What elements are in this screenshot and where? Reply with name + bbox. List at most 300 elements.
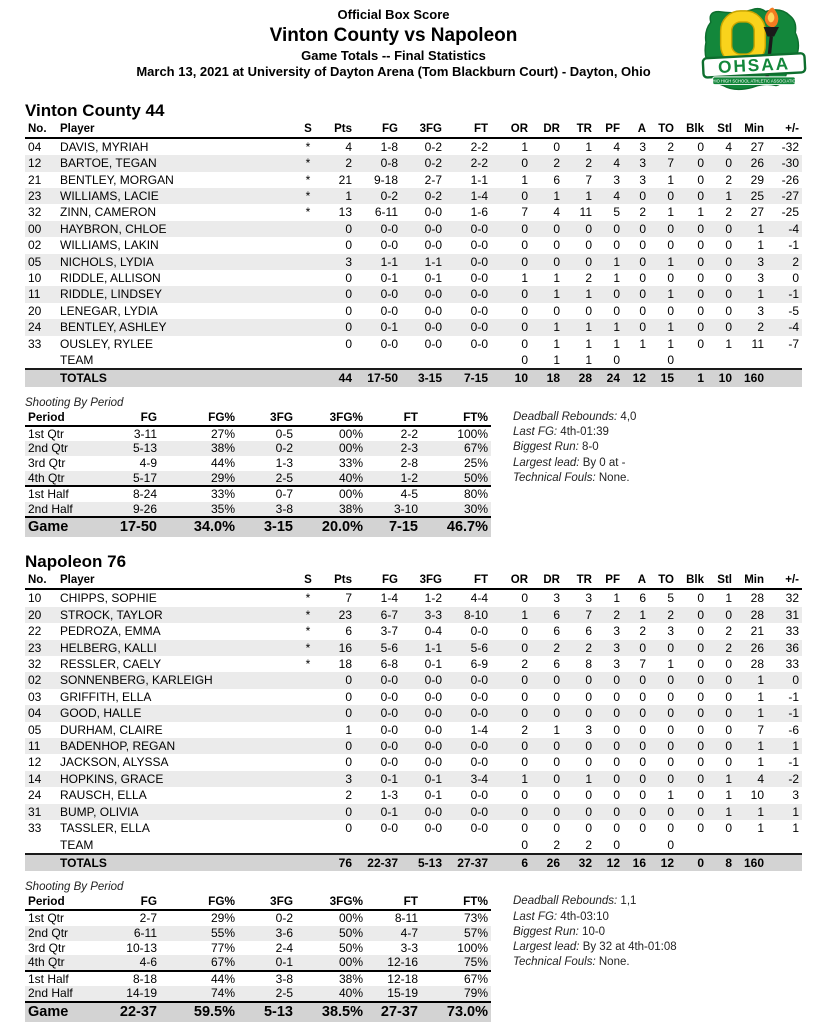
jersey-number: 14 [28, 771, 42, 786]
stat-value: 0 [639, 788, 646, 803]
stat-value: 7-15 [463, 371, 488, 386]
column-header: Period [25, 894, 105, 910]
stat-value: 4 [553, 205, 560, 220]
period-value: 17-50 [119, 519, 157, 536]
note-line [513, 910, 677, 925]
stat-value: 1 [667, 336, 674, 351]
column-header: 3FG% [296, 894, 366, 910]
stat-value: 0 [725, 221, 732, 236]
stat-value: * [305, 205, 311, 220]
stat-header-row [25, 574, 802, 589]
stat-value: 0 [553, 706, 560, 721]
stat-value: 0 [521, 673, 528, 688]
period-value: 00% [338, 911, 363, 926]
stat-value: 0-0 [424, 689, 442, 704]
stat-value: 0 [697, 657, 704, 672]
shooting-by-period-table [25, 894, 491, 1022]
period-row [25, 986, 491, 1002]
player-row [25, 188, 802, 204]
stat-value: 3-4 [470, 771, 488, 786]
stat-value: 0-0 [470, 303, 488, 318]
note-value: None. [598, 471, 630, 484]
period-value: 6-11 [133, 925, 157, 940]
stat-value: 25 [750, 188, 764, 203]
period-value: 77% [210, 940, 235, 955]
jersey-number: 20 [28, 303, 42, 318]
column-header: No. [25, 574, 57, 589]
totals-row [25, 1002, 491, 1022]
stat-value: 1 [757, 221, 764, 236]
player-name: OUSLEY, RYLEE [60, 336, 153, 351]
period-value: 30% [463, 501, 488, 516]
stat-value [297, 270, 319, 286]
stat-value: 0-0 [380, 673, 398, 688]
column-header: DR [531, 123, 563, 138]
stat-value: 1 [521, 172, 528, 187]
stat-value: 0 [521, 788, 528, 803]
stat-value: 0 [553, 788, 560, 803]
player-name: JACKSON, ALYSSA [60, 755, 169, 770]
stat-value: 0 [639, 804, 646, 819]
stat-value: 0 [553, 303, 560, 318]
jersey-number: 24 [28, 320, 42, 335]
column-header: FG% [160, 410, 238, 426]
stat-value: 0 [697, 804, 704, 819]
team-section-napoleon [25, 552, 802, 1021]
stat-value: 3 [345, 254, 352, 269]
stat-value: 0 [345, 821, 352, 836]
period-value: 100% [457, 426, 488, 441]
player-name: DURHAM, CLAIRE [60, 722, 163, 737]
note-line [513, 440, 636, 455]
player-name: BENTLEY, MORGAN [60, 172, 174, 187]
period-value: 44% [210, 456, 235, 471]
stat-value [297, 672, 319, 688]
stat-value: 1-4 [470, 722, 488, 737]
stat-value [319, 352, 355, 369]
stat-value: 0 [697, 722, 704, 737]
stat-value: 7 [585, 607, 592, 622]
stat-value: 0-0 [424, 303, 442, 318]
stat-value: 2 [521, 722, 528, 737]
column-header: TO [649, 123, 677, 138]
stat-value [297, 221, 319, 237]
stat-value: 0-0 [380, 689, 398, 704]
stat-value: 7 [521, 205, 528, 220]
game-info: March 13, 2021 at University of Dayton Arena (Tom Blackburn Court) - Dayton, Ohio [136, 63, 651, 79]
stat-value: 2-2 [470, 156, 488, 171]
stat-value: 2 [725, 205, 732, 220]
stat-value: 0 [697, 821, 704, 836]
stat-value: 15 [660, 371, 674, 386]
stat-value: 0 [725, 254, 732, 269]
stat-value: 1 [667, 657, 674, 672]
stat-value: 0-2 [380, 188, 398, 203]
stat-value: 0 [725, 607, 732, 622]
period-value: 5-17 [132, 470, 157, 485]
stat-value: 0-2 [424, 139, 442, 154]
period-label: 2nd Half [28, 501, 73, 516]
stat-value: 0 [697, 591, 704, 606]
stat-value: 1 [553, 287, 560, 302]
column-header: Stl [707, 123, 735, 138]
stat-value [297, 771, 319, 787]
ohsaa-logo [696, 2, 812, 98]
period-label: Game [28, 1003, 69, 1020]
stat-value: 21 [750, 624, 764, 639]
note-value: 4th-03:10 [560, 910, 609, 923]
stat-value: 0 [697, 303, 704, 318]
column-header: A [623, 123, 649, 138]
period-value: 0-2 [275, 441, 293, 456]
stat-value: 7 [757, 722, 764, 737]
period-row [25, 926, 491, 941]
note-label: Largest lead: [513, 456, 583, 469]
player-row [25, 689, 802, 705]
stat-value: 28 [750, 657, 764, 672]
stat-value: 1 [553, 353, 560, 368]
stat-value: 7 [639, 657, 646, 672]
stat-value: 3 [585, 591, 592, 606]
stat-value: * [305, 156, 311, 171]
stat-value: 2 [667, 139, 674, 154]
period-label: 4th Qtr [28, 955, 65, 970]
stat-value: 2-7 [424, 172, 442, 187]
stat-value: 0 [667, 722, 674, 737]
stat-value: 0-1 [380, 271, 398, 285]
stat-value: 0 [667, 771, 674, 786]
stat-value: 24 [606, 371, 620, 386]
report-type: Official Box Score [337, 7, 450, 22]
stat-value: 0-0 [380, 303, 398, 318]
stat-value: * [305, 188, 311, 203]
stat-value: 0-0 [470, 673, 488, 688]
stat-value: 0 [553, 689, 560, 704]
stat-value: * [305, 139, 311, 154]
period-row [25, 456, 491, 471]
totals-row [25, 854, 802, 871]
stat-value: 0 [585, 755, 592, 770]
column-header: +/- [767, 574, 802, 589]
stat-value: 2 [725, 640, 732, 655]
stat-value [297, 303, 319, 319]
stat-value: 16 [338, 640, 352, 655]
period-label: 2nd Qtr [28, 441, 69, 456]
stat-value: 0 [521, 755, 528, 770]
player-row [25, 221, 802, 237]
stat-value: 1-2 [424, 591, 442, 606]
period-value: 22-37 [119, 1003, 157, 1020]
stat-value: 29 [750, 172, 764, 187]
period-label: 3rd Qtr [28, 456, 66, 471]
stat-value: 4 [757, 771, 764, 786]
stat-value: 1-6 [470, 205, 488, 220]
team-notes [513, 397, 636, 486]
player-name: BARTOE, TEGAN [60, 156, 157, 171]
column-header: TR [563, 123, 595, 138]
stat-value: 4-4 [470, 591, 488, 606]
column-header: FT% [421, 410, 491, 426]
stat-value: 0 [697, 624, 704, 639]
stat-value: 0 [345, 221, 352, 236]
period-row [25, 426, 491, 442]
logo-text: OHSAA [717, 53, 791, 77]
stat-value: 1 [345, 722, 352, 737]
player-row [25, 820, 802, 836]
stat-value: 0 [667, 837, 674, 852]
stat-value: 0 [585, 303, 592, 318]
stat-value: 1 [553, 336, 560, 351]
stat-value: 2 [553, 156, 560, 171]
box-score-table [25, 123, 802, 387]
stat-value: 160 [743, 855, 764, 870]
stat-value: -32 [781, 139, 799, 154]
stat-value: 32 [785, 591, 799, 606]
player-row [25, 804, 802, 820]
stat-value: 26 [750, 640, 764, 655]
player-row [25, 754, 802, 770]
stat-value: 0-1 [424, 271, 442, 285]
stat-value: 1-1 [424, 254, 442, 269]
period-label: 2nd Qtr [28, 925, 69, 940]
stat-value: 2 [613, 607, 620, 622]
stat-value: 0-0 [380, 739, 398, 754]
period-value: 34.0% [193, 519, 235, 536]
stat-value: 0 [697, 771, 704, 786]
period-value: 3-3 [400, 940, 418, 955]
stat-value: 0 [639, 254, 646, 269]
team-rebounds-row [25, 837, 802, 854]
period-value: 40% [338, 986, 363, 1001]
stat-value: 0-2 [424, 188, 442, 203]
column-header: PF [595, 574, 623, 589]
period-value: 7-15 [388, 519, 418, 536]
stat-value: 36 [785, 640, 799, 655]
stat-value: 1-1 [380, 254, 398, 269]
stat-value [297, 820, 319, 836]
stat-value: * [305, 591, 311, 606]
stat-value: 1 [667, 205, 674, 220]
stat-value: 0 [521, 188, 528, 203]
stat-value: 0-0 [380, 221, 398, 236]
stat-value: 0 [521, 320, 528, 335]
period-value: 3-8 [275, 971, 293, 986]
stat-value: 1 [725, 771, 732, 786]
stat-value: 0 [613, 722, 620, 737]
stat-value [319, 837, 355, 854]
stat-value: 0-0 [470, 755, 488, 770]
stat-value: 0 [725, 739, 732, 754]
note-value: 1,1 [620, 895, 637, 908]
logo-banner [703, 52, 806, 77]
stat-value: 4 [345, 139, 352, 154]
note-line [513, 410, 636, 425]
column-header: FT [366, 894, 421, 910]
stat-value: 0 [553, 739, 560, 754]
player-row [25, 172, 802, 188]
stat-value: 5 [667, 591, 674, 606]
stat-value: 0 [521, 221, 528, 236]
stat-value: 0 [553, 221, 560, 236]
stat-value: 0-0 [470, 254, 488, 269]
stat-value: 3 [639, 172, 646, 187]
team-heading: Vinton County 44 [25, 100, 165, 120]
stat-value: 0 [521, 837, 528, 852]
stat-value: 10 [718, 371, 732, 386]
stat-value: * [305, 607, 311, 622]
stat-value: 1 [792, 821, 799, 836]
stat-value: 0 [613, 804, 620, 819]
stat-value: 0 [697, 271, 704, 285]
stat-value: 2 [521, 657, 528, 672]
period-value: 55% [210, 925, 235, 940]
stat-value: 1 [757, 287, 764, 302]
period-header-row [25, 410, 491, 426]
stat-value: 0-0 [380, 706, 398, 721]
stat-value: 2 [725, 624, 732, 639]
note-label: Deadball Rebounds: [513, 410, 621, 423]
player-name: TEAM [60, 353, 94, 368]
stat-value: 1 [757, 706, 764, 721]
period-value: 2-5 [275, 986, 293, 1001]
stat-value: 0 [725, 271, 732, 285]
stat-value: 0 [725, 303, 732, 318]
stat-value: 12 [632, 371, 646, 386]
period-value: 38% [338, 971, 363, 986]
stat-value: 0 [639, 238, 646, 253]
stat-value: -7 [788, 336, 799, 351]
stat-value: 3 [757, 254, 764, 269]
stat-value: 0 [521, 156, 528, 171]
player-name: BUMP, OLIVIA [60, 804, 139, 819]
stat-value: 28 [750, 591, 764, 606]
stat-value: 28 [750, 607, 764, 622]
column-header: 3FG [401, 574, 445, 589]
stat-value: 0 [697, 287, 704, 302]
stat-header-row [25, 123, 802, 138]
player-name: RIDDLE, ALLISON [60, 271, 161, 285]
period-value: 00% [338, 487, 363, 502]
period-value: 2-5 [275, 470, 293, 485]
stat-value: 0 [667, 706, 674, 721]
stat-value [707, 837, 735, 854]
period-value: 40% [338, 470, 363, 485]
stat-value: 4 [613, 139, 620, 154]
stat-value: 0 [725, 689, 732, 704]
jersey-number [25, 854, 57, 871]
note-line [513, 471, 636, 486]
stat-value: 6 [553, 657, 560, 672]
jersey-number: 12 [28, 156, 42, 171]
stat-value: 1 [757, 804, 764, 819]
period-value: 4-7 [400, 925, 418, 940]
stat-value [297, 837, 319, 854]
period-value: 35% [210, 501, 235, 516]
period-label: 1st Half [28, 487, 69, 502]
stat-value: 0 [725, 821, 732, 836]
stat-value: 6 [553, 172, 560, 187]
ohsaa-logo-icon [696, 2, 812, 98]
stat-value: 6 [585, 624, 592, 639]
stat-value [297, 286, 319, 302]
note-label: Last FG: [513, 910, 561, 923]
stat-value: 0 [345, 336, 352, 351]
column-header: 3FG [238, 410, 296, 426]
player-row [25, 237, 802, 253]
column-header: 3FG% [296, 410, 366, 426]
stat-value: 0 [613, 821, 620, 836]
stat-value: 4 [725, 139, 732, 154]
stat-value [767, 352, 802, 369]
player-name: SONNENBERG, KARLEIGH [60, 673, 213, 688]
stat-value: -4 [788, 221, 799, 236]
stat-value: 1-4 [470, 188, 488, 203]
period-value: 33% [338, 456, 363, 471]
report-subtitle: Game Totals -- Final Statistics [301, 48, 486, 64]
stat-value: 0 [553, 771, 560, 786]
column-header: S [297, 574, 319, 589]
note-value: 4,0 [620, 410, 637, 423]
player-name: RIDDLE, LINDSEY [60, 287, 163, 302]
player-row [25, 787, 802, 803]
stat-value: 0 [697, 139, 704, 154]
period-value: 0-7 [275, 487, 293, 502]
player-name: TOTALS [60, 371, 107, 386]
stat-value: -6 [788, 722, 799, 737]
team-section-vinton-county [25, 101, 802, 538]
stat-value: 0 [639, 188, 646, 203]
stat-value: 0 [667, 739, 674, 754]
stat-value: 0 [613, 755, 620, 770]
stat-value: 10 [750, 788, 764, 803]
period-value: 8-11 [394, 911, 418, 926]
player-row [25, 738, 802, 754]
stat-value: 0 [639, 722, 646, 737]
jersey-number: 33 [28, 336, 42, 351]
stat-value: 2 [725, 172, 732, 187]
stat-value: 21 [338, 172, 352, 187]
stat-value: -2 [788, 771, 799, 786]
period-value: 8-24 [132, 487, 157, 502]
stat-value [297, 738, 319, 754]
stat-value: 0 [585, 689, 592, 704]
player-name: PEDROZA, EMMA [60, 624, 161, 639]
stat-value: 2 [585, 271, 592, 285]
stat-value: 0 [521, 706, 528, 721]
note-label: Technical Fouls: [513, 956, 599, 969]
jersey-number: 02 [28, 673, 42, 688]
stat-value: 0 [585, 254, 592, 269]
stat-value: 6-7 [380, 607, 398, 622]
jersey-number: 05 [28, 254, 42, 269]
stat-value: 0 [613, 353, 620, 368]
stat-value [297, 754, 319, 770]
period-value: 2-4 [275, 940, 293, 955]
note-line [513, 425, 636, 440]
stat-value: 0 [697, 640, 704, 655]
stat-value: 1 [613, 336, 620, 351]
period-value: 3-10 [393, 501, 418, 516]
stat-value: 0 [613, 706, 620, 721]
player-name: BADENHOP, REGAN [60, 739, 176, 754]
player-name: ZINN, CAMERON [60, 205, 156, 220]
stat-value: 0 [697, 238, 704, 253]
stat-value: 0 [553, 804, 560, 819]
stat-value: 0-0 [424, 336, 442, 351]
stat-value: 0 [585, 238, 592, 253]
period-value: 5-13 [132, 441, 157, 456]
column-header: TO [649, 574, 677, 589]
